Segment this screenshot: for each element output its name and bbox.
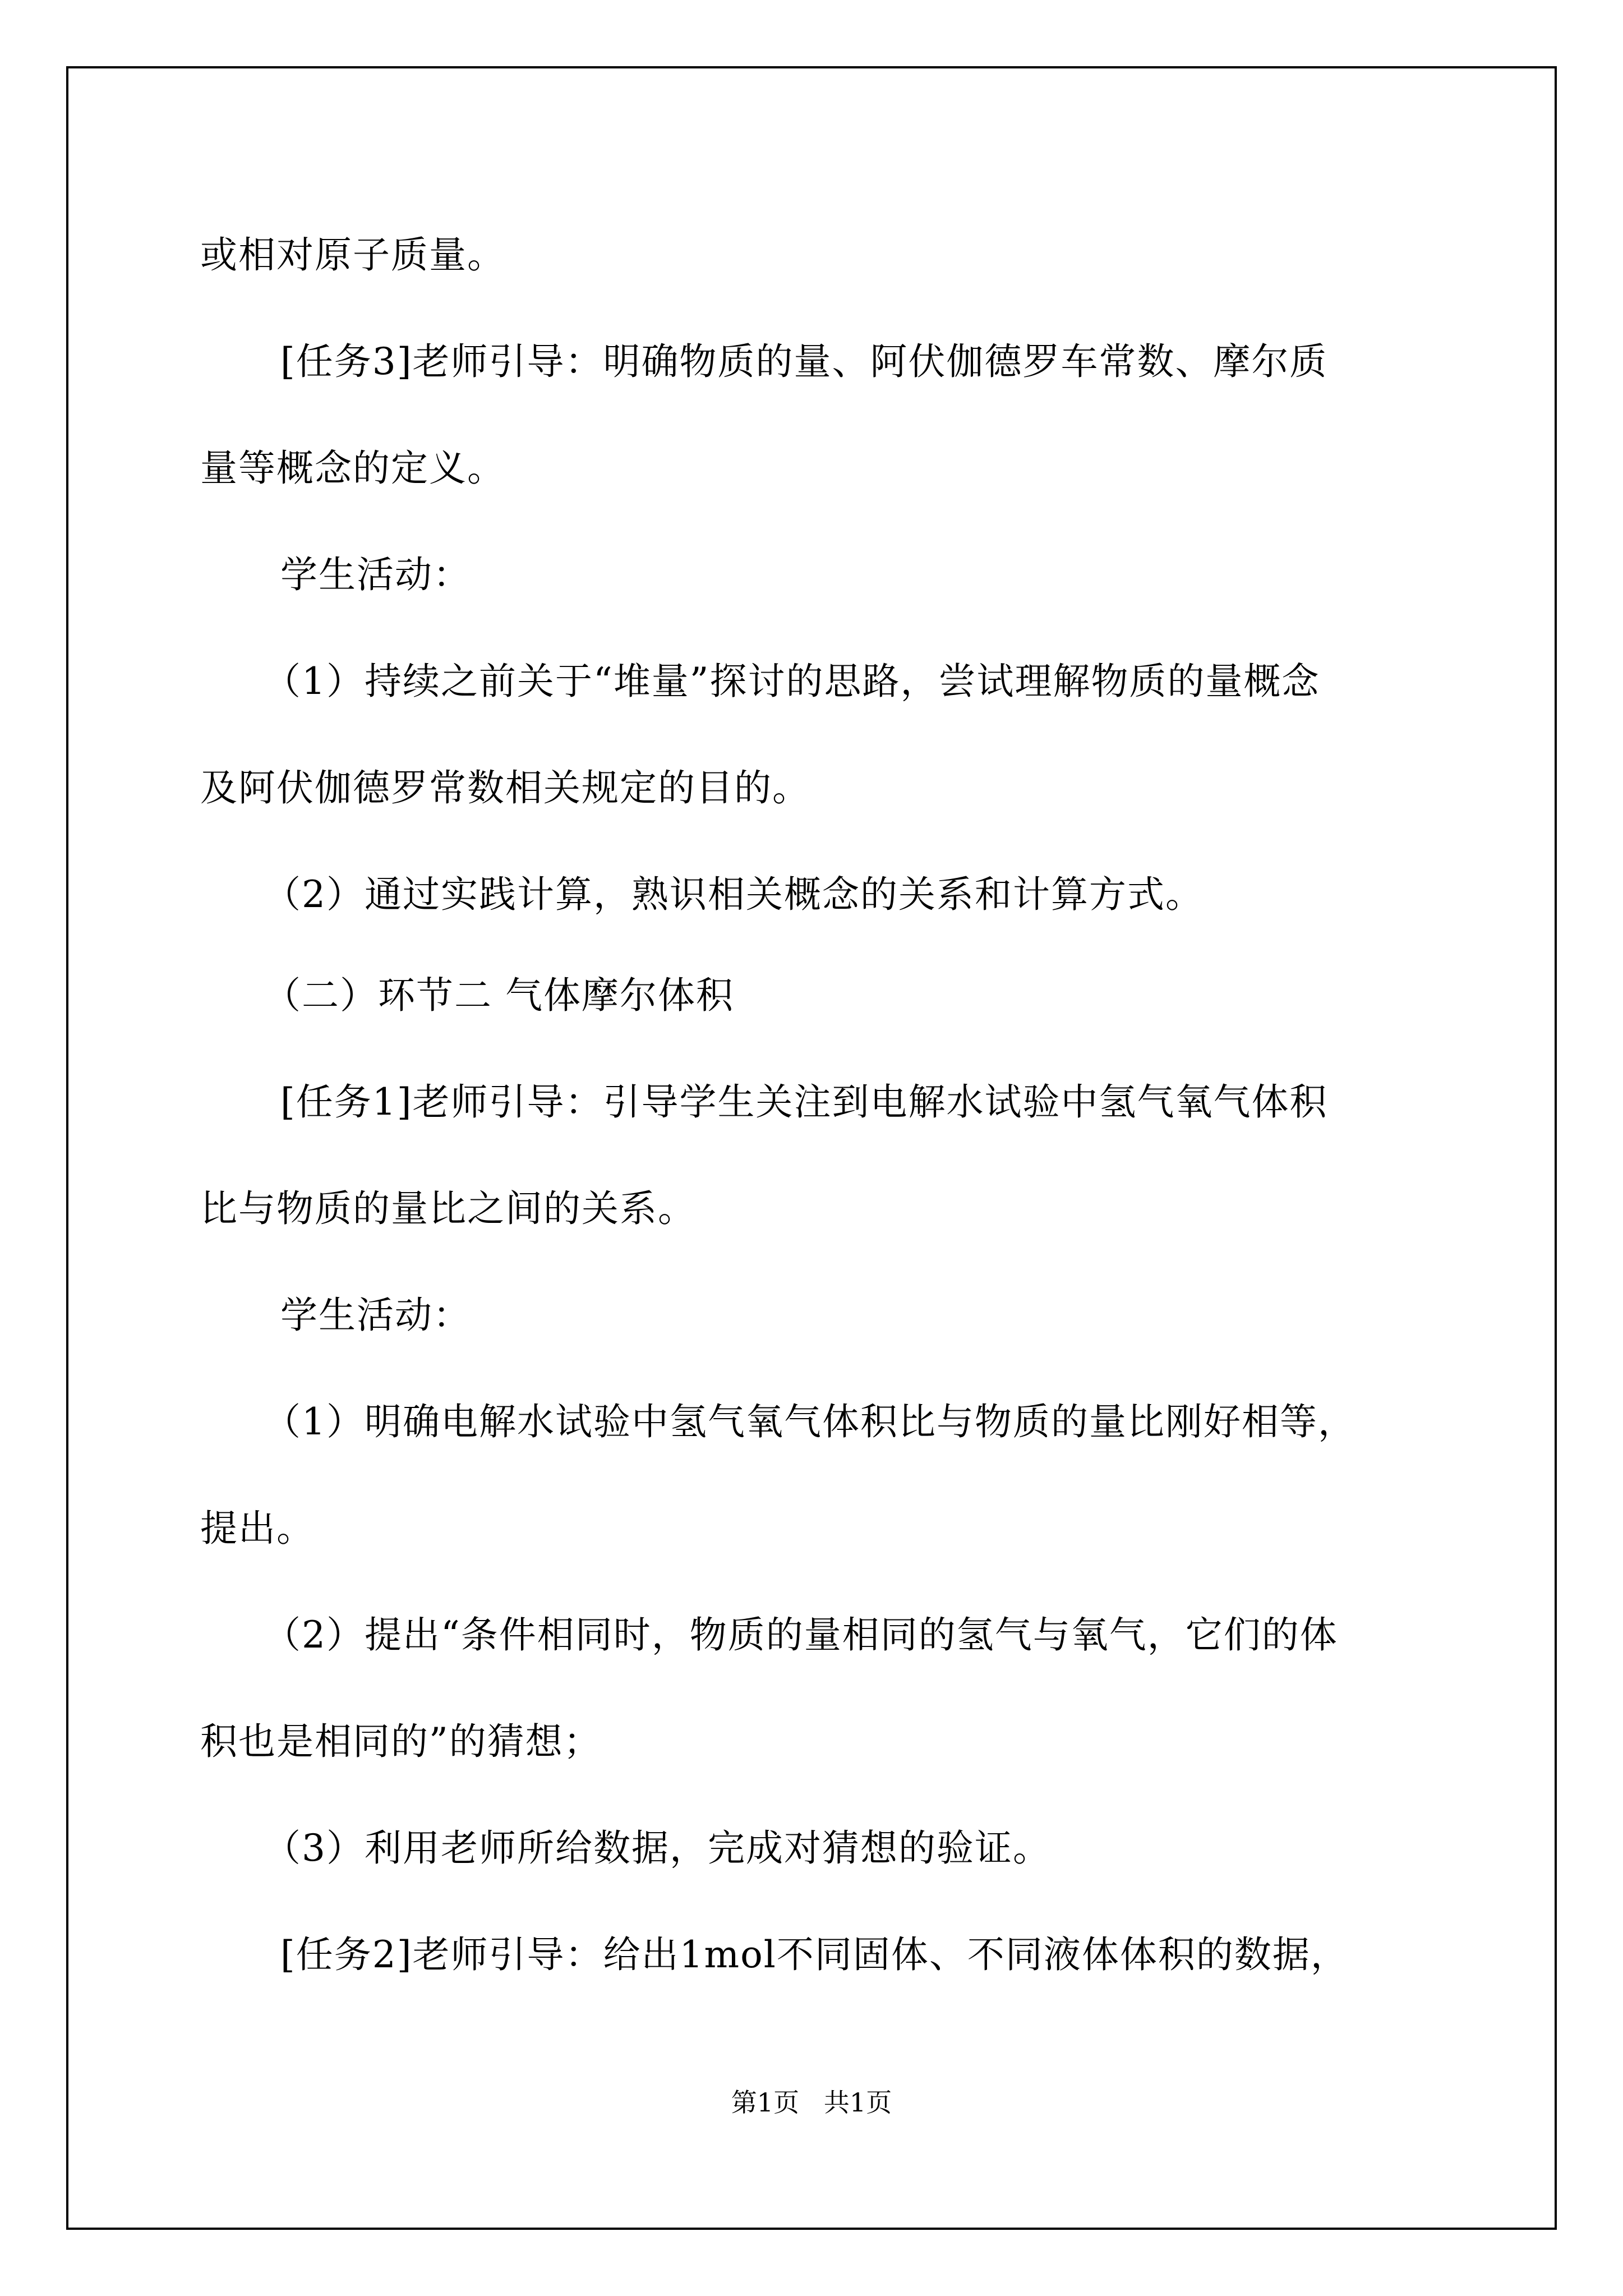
text-line: （1）持续之前关于“堆量”探讨的思路，尝试理解物质的量概念 bbox=[264, 660, 1320, 703]
page-number-footer: 第1页 共1页 bbox=[731, 2087, 892, 2118]
text-line: 积也是相同的”的猜想； bbox=[200, 1720, 602, 1763]
text-line: 学生活动： bbox=[280, 1294, 471, 1337]
text-line: （1）明确电解水试验中氢气氧气体积比与物质的量比刚好相等， bbox=[264, 1400, 1356, 1443]
text-line: [任务2]老师引导：给出1mol不同固体、不同液体体积的数据， bbox=[280, 1933, 1349, 1976]
text-line: （2）通过实践计算，熟识相关概念的关系和计算方式。 bbox=[264, 873, 1204, 916]
text-line: （2）提出“条件相同时，物质的量相同的氢气与氧气，它们的体 bbox=[264, 1613, 1338, 1657]
page-border bbox=[66, 66, 1557, 2230]
text-line: 量等概念的定义。 bbox=[200, 447, 505, 490]
text-line: 提出。 bbox=[200, 1507, 315, 1550]
text-line: 或相对原子质量。 bbox=[200, 233, 505, 277]
text-line: （3）利用老师所给数据，完成对猜想的验证。 bbox=[264, 1826, 1051, 1870]
text-line: 及阿伏伽德罗常数相关规定的目的。 bbox=[200, 766, 810, 809]
text-line: 比与物质的量比之间的关系。 bbox=[200, 1187, 696, 1230]
text-line: [任务1]老师引导：引导学生关注到电解水试验中氢气氧气体积 bbox=[280, 1080, 1328, 1124]
text-line: 学生活动： bbox=[280, 553, 471, 596]
text-line: [任务3]老师引导：明确物质的量、阿伏伽德罗车常数、摩尔质 bbox=[280, 340, 1328, 383]
section-heading: （二）环节二 气体摩尔体积 bbox=[264, 974, 734, 1017]
